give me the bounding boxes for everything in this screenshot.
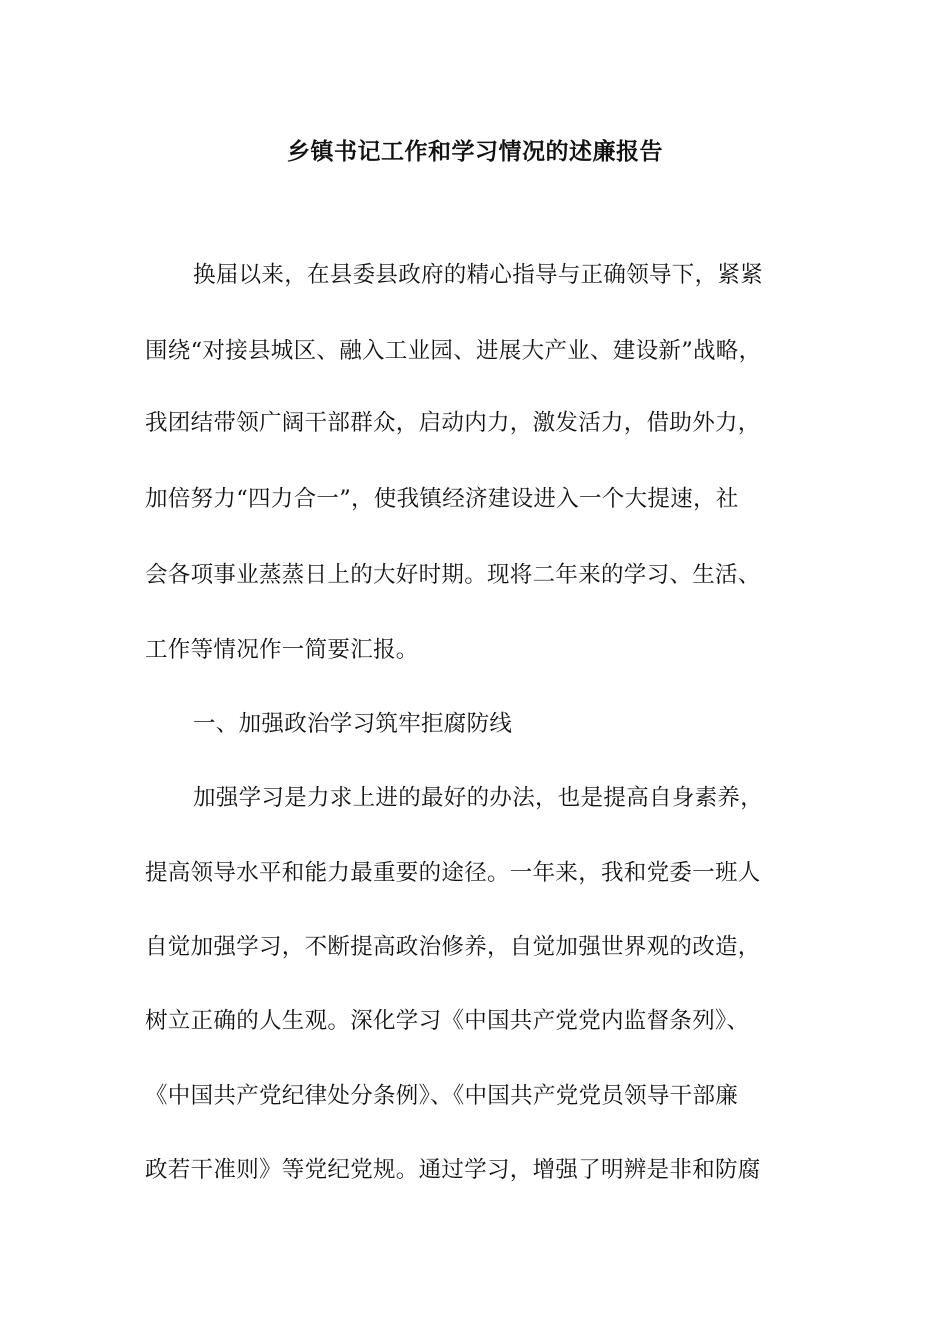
- paragraph-line: 提高领导水平和能力最重要的途径。一年来，我和党委一班人: [145, 860, 761, 886]
- paragraph-line: 会各项事业蒸蒸日上的大好时期。现将二年来的学习、生活、: [145, 562, 761, 588]
- paragraph-line: 自觉加强学习，不断提高政治修养，自觉加强世界观的改造，: [145, 934, 761, 960]
- paragraph-line: 换届以来，在县委县政府的精心指导与正确领导下，紧紧: [193, 262, 764, 288]
- document-title: 乡镇书记工作和学习情况的述廉报告: [287, 138, 663, 165]
- paragraph-line: 树立正确的人生观。深化学习《中国共产党党内监督条列》、: [145, 1008, 750, 1034]
- paragraph-line: 我团结带领广阔干部群众，启动内力，激发活力，借助外力，: [145, 410, 761, 436]
- paragraph-line: 围绕“对接县城区、融入工业园、进展大产业、建设新”战略，: [145, 338, 762, 364]
- paragraph-line: 政若干准则》等党纪党规。通过学习，增强了明辨是非和防腐: [145, 1157, 761, 1183]
- paragraph-line: 《中国共产党纪律处分条例》、《中国共产党党员领导干部廉: [145, 1083, 739, 1109]
- paragraph-line: 加强学习是力求上进的最好的办法，也是提高自身素养，: [193, 785, 764, 811]
- paragraph-line: 工作等情况作一简要汇报。: [145, 637, 419, 663]
- section-heading: 一、加强政治学习筑牢拒腐防线: [193, 711, 513, 737]
- paragraph-line: 加倍努力“四力合一”，使我镇经济建设进入一个大提速，社: [145, 486, 739, 512]
